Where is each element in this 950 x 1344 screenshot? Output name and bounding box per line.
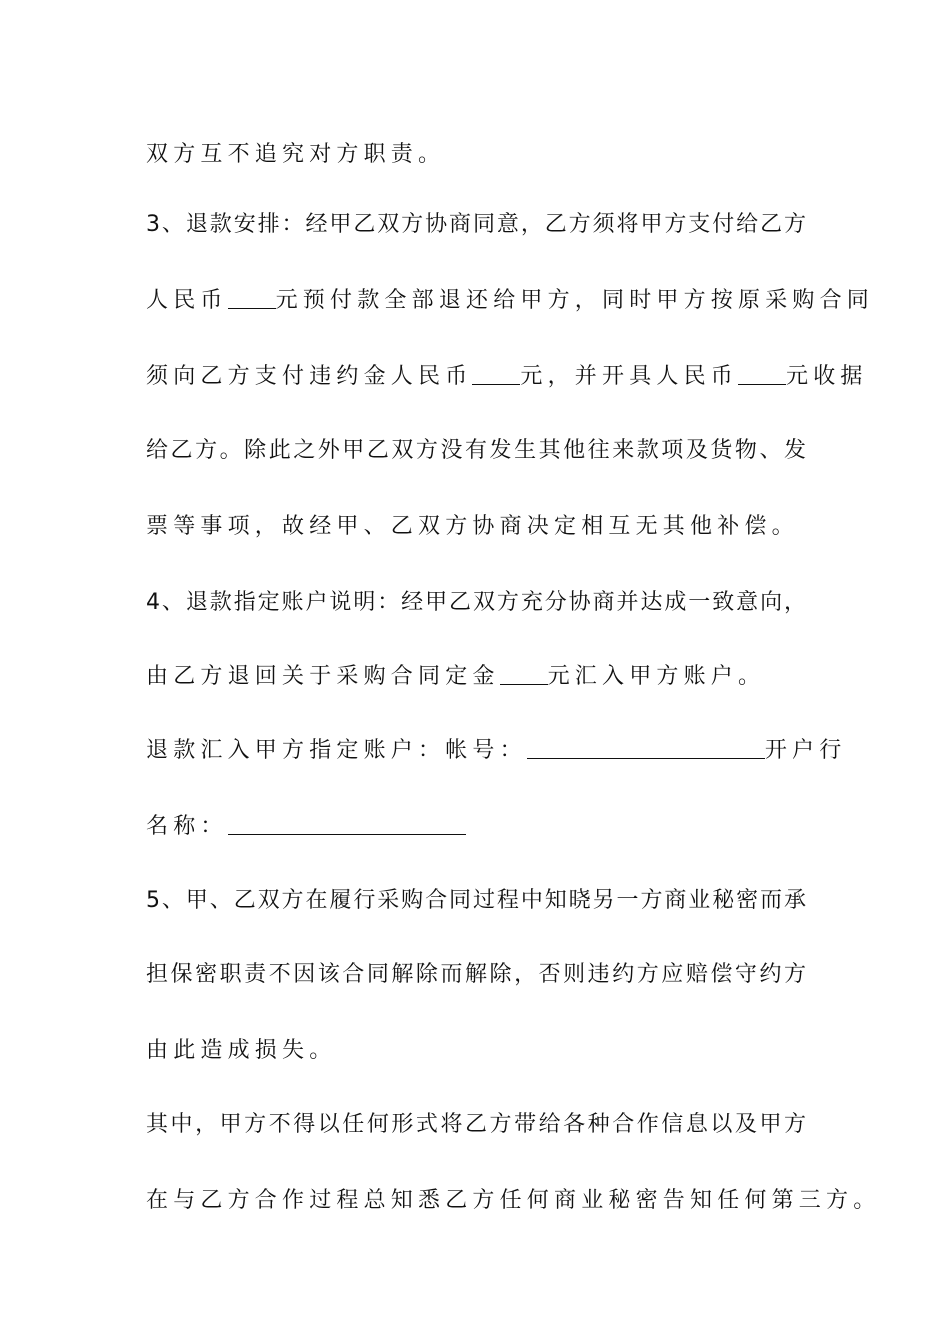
line-text: 在与乙方合作过程总知悉乙方任何商业秘密告知任何第三方。 xyxy=(146,1188,881,1213)
line-text-before: 由乙方退回关于采购合同定金 xyxy=(146,664,500,689)
line-text: 给乙方。除此之外甲乙双方没有发生其他往来款项及货物、发 xyxy=(146,438,806,463)
penalty-amount-blank xyxy=(472,362,520,385)
line-text-after: 开户行 xyxy=(764,738,847,763)
line-text: 双方互不追究对方职责。 xyxy=(146,142,446,167)
text-line-8 xyxy=(146,662,806,692)
text-line-3 xyxy=(146,286,875,316)
text-line-2 xyxy=(146,210,806,240)
line-text: 5、甲、乙双方在履行采购合同过程中知晓另一方商业秘密而承 xyxy=(146,888,806,913)
line-text-after: 元预付款全部退还给甲方，同时甲方按原采购合同 xyxy=(275,288,875,313)
bank-name-blank xyxy=(228,812,466,835)
text-line-7 xyxy=(146,588,806,618)
line-text-before: 人民币 xyxy=(146,288,228,313)
text-line-11 xyxy=(146,886,806,916)
line-text-before: 名称： xyxy=(146,814,228,839)
text-line-1 xyxy=(146,140,806,170)
line-text-after: 元汇入甲方账户。 xyxy=(547,664,766,689)
line-text: 由此造成损失。 xyxy=(146,1038,337,1063)
deposit-amount-blank xyxy=(500,662,548,685)
text-line-14 xyxy=(146,1110,806,1140)
line-text-before: 退款汇入甲方指定账户：帐号： xyxy=(146,738,527,763)
text-line-5 xyxy=(146,436,806,466)
text-line-6 xyxy=(146,512,806,542)
amount-blank xyxy=(228,286,276,309)
text-line-9 xyxy=(146,736,847,766)
text-line-15 xyxy=(146,1186,881,1216)
line-text: 其中，甲方不得以任何形式将乙方带给各种合作信息以及甲方 xyxy=(146,1112,806,1137)
text-line-12 xyxy=(146,960,806,990)
text-line-10 xyxy=(146,812,806,842)
line-text-middle: 元，并开具人民币 xyxy=(520,364,739,389)
line-text-before: 须向乙方支付违约金人民币 xyxy=(146,364,473,389)
receipt-amount-blank xyxy=(738,362,786,385)
line-text-after: 元收据 xyxy=(786,364,868,389)
line-text: 3、退款安排：经甲乙双方协商同意，乙方须将甲方支付给乙方 xyxy=(146,212,806,237)
text-line-13 xyxy=(146,1036,806,1066)
line-text: 担保密职责不因该合同解除而解除，否则违约方应赔偿守约方 xyxy=(146,962,806,987)
line-text: 票等事项，故经甲、乙双方协商决定相互无其他补偿。 xyxy=(146,514,799,539)
account-number-blank xyxy=(527,736,765,759)
text-line-4 xyxy=(146,362,868,392)
line-text: 4、退款指定账户说明：经甲乙双方充分协商并达成一致意向， xyxy=(146,590,806,615)
